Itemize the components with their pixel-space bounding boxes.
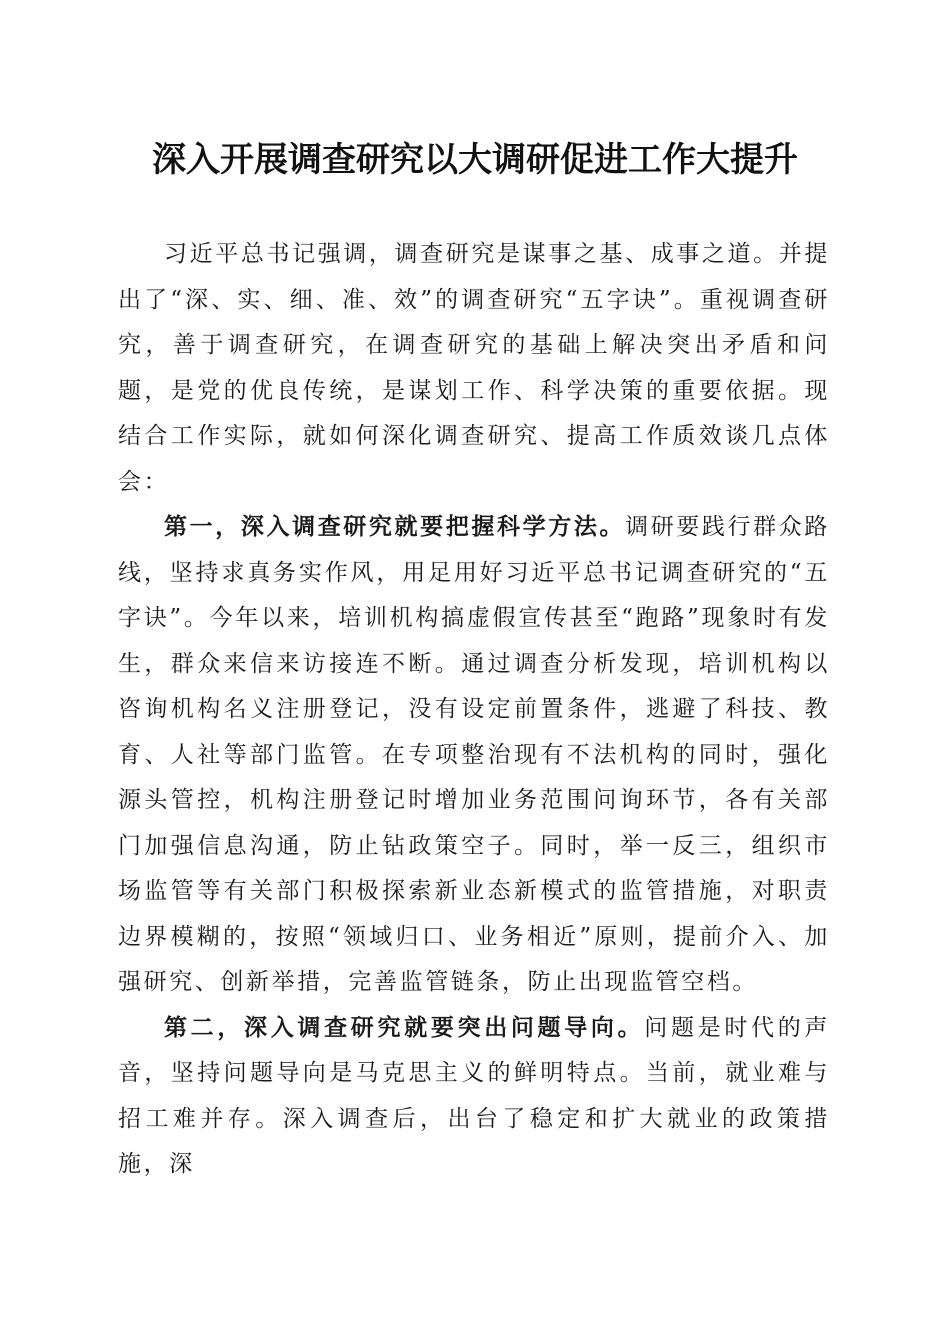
paragraph-point-1 bbox=[118, 505, 830, 1006]
paragraph-intro bbox=[118, 232, 830, 505]
paragraph-lead: 第二，深入调查研究就要突出问题导向。 bbox=[164, 1014, 645, 1041]
document-body bbox=[118, 232, 830, 1188]
document-title: 深入开展调查研究以大调研促进工作大提升 bbox=[152, 140, 798, 180]
paragraph-text: 调研要践行群众路线，坚持求真务实作风，用足用好习近平总书记调查研究的“五字诀”。今年以来，培训机构搞虚假宣传甚至“跑路”现象时有发生，群众来信来访接连不断。通过调查分析发现，培训机构以咨询机构名义注册登记，没有设定前置条件，逃避了科技、教育、人社等部门监管。在专项整治现有不法机构的同时，强化源头管控，机构注册登记时增加业务范围问询环节，各有关部门加强信息沟通，防止钻政策空子。同时，举一反三，组织市场监管等有关部门积极探索新业态新模式的监管措施，对职责边界模糊的，按照“领域归口、业务相近”原则，提前介入、加强研究、创新举措，完善监管链条，防止出现监管空档。 bbox=[118, 514, 830, 995]
paragraph-text: 问题是时代的声音，坚持问题导向是马克思主义的鲜明特点。当前，就业难与招工难并存。深入调查后，出台了稳定和扩大就业的政策措施，深 bbox=[118, 1014, 830, 1177]
paragraph-lead: 第一，深入调查研究就要把握科学方法。 bbox=[164, 514, 626, 540]
paragraph-point-2 bbox=[118, 1006, 830, 1188]
paragraph-text: 习近平总书记强调，调查研究是谋事之基、成事之道。并提出了“深、实、细、准、效”的调查研究“五字诀”。重视调查研究，善于调查研究，在调查研究的基础上解决突出矛盾和问题，是党的优良传统，是谋划工作、科学决策的重要依据。现结合工作实际，就如何深化调查研究、提高工作质效谈几点体会： bbox=[118, 241, 830, 495]
